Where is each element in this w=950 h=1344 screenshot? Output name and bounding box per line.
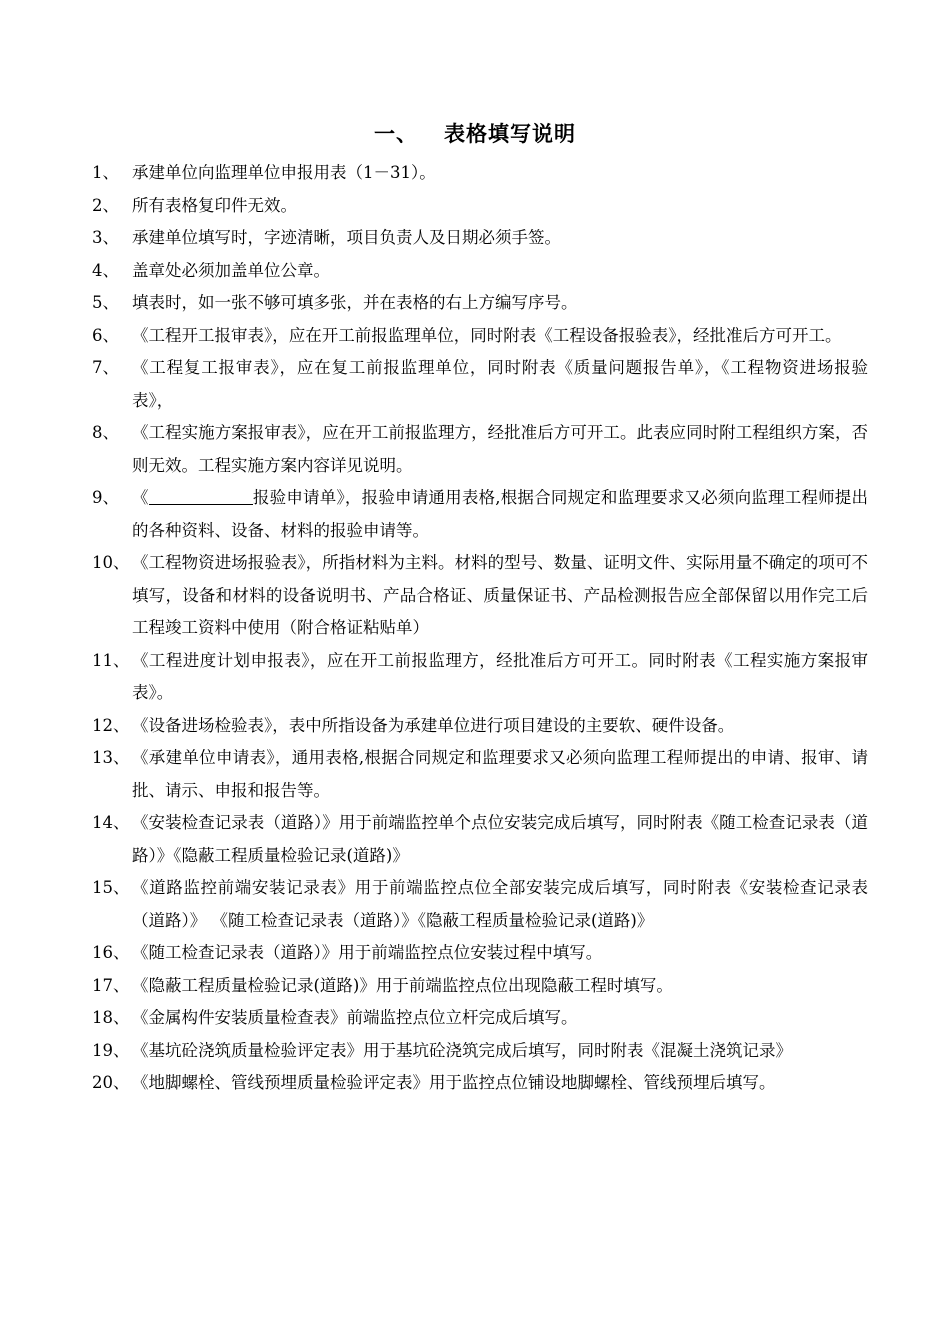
item-text: 《工程开工报审表》，应在开工前报监理单位，同时附表《工程设备报验表》，经批准后方可开工。 (132, 325, 842, 345)
item-text: 《安装检查记录表（道路）》用于前端监控单个点位安装完成后填写，同时附表《随工检查记录表（道路）》《隐蔽工程质量检验记录(道路)》 (132, 813, 868, 865)
list-item (92, 255, 868, 288)
item-text: 《道路监控前端安装记录表》用于前端监控点位全部安装完成后填写，同时附表《安装检查记录表（道路）》 《随工检查记录表（道路）》《隐蔽工程质量检验记录(道路)》 (132, 878, 868, 930)
item-number: 7、 (92, 358, 119, 377)
item-text: 承建单位填写时，字迹清晰，项目负责人及日期必须手签。 (132, 228, 561, 247)
list-item (92, 482, 868, 547)
list-item (92, 190, 868, 223)
list-item (92, 222, 868, 255)
item-number: 4、 (92, 260, 119, 280)
item-number: 17、 (92, 975, 130, 995)
item-number: 11、 (92, 650, 130, 670)
item-text: 《工程物资进场报验表》，所指材料为主料。材料的型号、数量、证明文件、实际用量不确定的项可不填写，设备和材料的设备说明书、产品合格证、质量保证书、产品检测报告应全部保留以用作完工后工程竣工资料中使用（附合格证粘贴单） (132, 553, 868, 637)
item-number: 16、 (92, 943, 130, 962)
list-item (92, 417, 868, 482)
list-item (92, 710, 868, 743)
page-title (0, 118, 950, 150)
item-number: 8、 (92, 423, 119, 442)
list-item (92, 157, 868, 190)
item-text: 填表时，如一张不够可填多张，并在表格的右上方编写序号。 (132, 293, 578, 312)
item-number: 2、 (92, 195, 119, 215)
item-text: 《工程复工报审表》，应在复工前报监理单位，同时附表《质量问题报告单》，《工程物资进场报验表》， (132, 358, 868, 410)
item-text: 《金属构件安装质量检查表》前端监控点位立杆完成后填写。 (132, 1008, 578, 1027)
list-item (92, 320, 868, 353)
item-number: 3、 (92, 228, 119, 247)
list-item (92, 645, 868, 710)
item-text: 所有表格复印件无效。 (132, 195, 297, 215)
item-number: 19、 (92, 1040, 130, 1060)
item-number: 5、 (92, 293, 119, 312)
item-text: 《工程实施方案报审表》，应在开工前报监理方，经批准后方可开工。此表应同时附工程组织方案，否则无效。工程实施方案内容详见说明。 (132, 423, 868, 475)
list-item (92, 1035, 868, 1068)
item-number: 10、 (92, 553, 130, 572)
item-number: 9、 (92, 488, 119, 507)
item-text: 《设备进场检验表》，表中所指设备为承建单位进行项目建设的主要软、硬件设备。 (132, 715, 735, 735)
item-text (132, 482, 868, 547)
item-text: 盖章处必须加盖单位公章。 (132, 260, 330, 280)
item-number: 14、 (92, 813, 130, 832)
item-number: 12、 (92, 715, 130, 735)
item-text: 《隐蔽工程质量检验记录(道路)》用于前端监控点位出现隐蔽工程时填写。 (132, 975, 673, 995)
item-number: 6、 (92, 325, 119, 345)
item-number: 20、 (92, 1073, 130, 1092)
list-item (92, 807, 868, 872)
title-number: 一、 (374, 122, 418, 146)
title-text: 表格填写说明 (444, 122, 576, 146)
item-number: 18、 (92, 1008, 130, 1027)
list-item (92, 970, 868, 1003)
item-text: 《随工检查记录表（道路）》用于前端监控点位安装过程中填写。 (132, 943, 603, 962)
list-item (92, 872, 868, 937)
item-text-suffix: 报验申请单》，报验申请通用表格,根据合同规定和监理要求又必须向监理工程师提出的各种资料、设备、材料的报验申请等。 (132, 488, 869, 540)
item-text: 《承建单位申请表》，通用表格,根据合同规定和监理要求又必须向监理工程师提出的申请、报审、请批、请示、申报和报告等。 (132, 748, 868, 800)
item-text: 《工程进度计划申报表》，应在开工前报监理方，经批准后方可开工。同时附表《工程实施方案报审表》。 (132, 650, 868, 702)
item-number: 13、 (92, 748, 130, 767)
item-text: 《基坑砼浇筑质量检验评定表》用于基坑砼浇筑完成后填写，同时附表《混凝土浇筑记录》 (132, 1040, 792, 1060)
list-item (92, 1067, 868, 1100)
item-number: 1、 (92, 163, 119, 182)
instruction-list (92, 157, 868, 1100)
item-text: 承建单位向监理单位申报用表（1－31）。 (132, 163, 436, 182)
list-item (92, 1002, 868, 1035)
item-text-prefix: 《 (132, 488, 149, 507)
list-item (92, 547, 868, 645)
list-item (92, 352, 868, 417)
item-number: 15、 (92, 878, 130, 897)
list-item (92, 937, 868, 970)
item-text: 《地脚螺栓、管线预埋质量检验评定表》用于监控点位铺设地脚螺栓、管线预埋后填写。 (132, 1073, 776, 1092)
list-item (92, 287, 868, 320)
fill-in-blank[interactable] (149, 486, 253, 505)
list-item (92, 742, 868, 807)
